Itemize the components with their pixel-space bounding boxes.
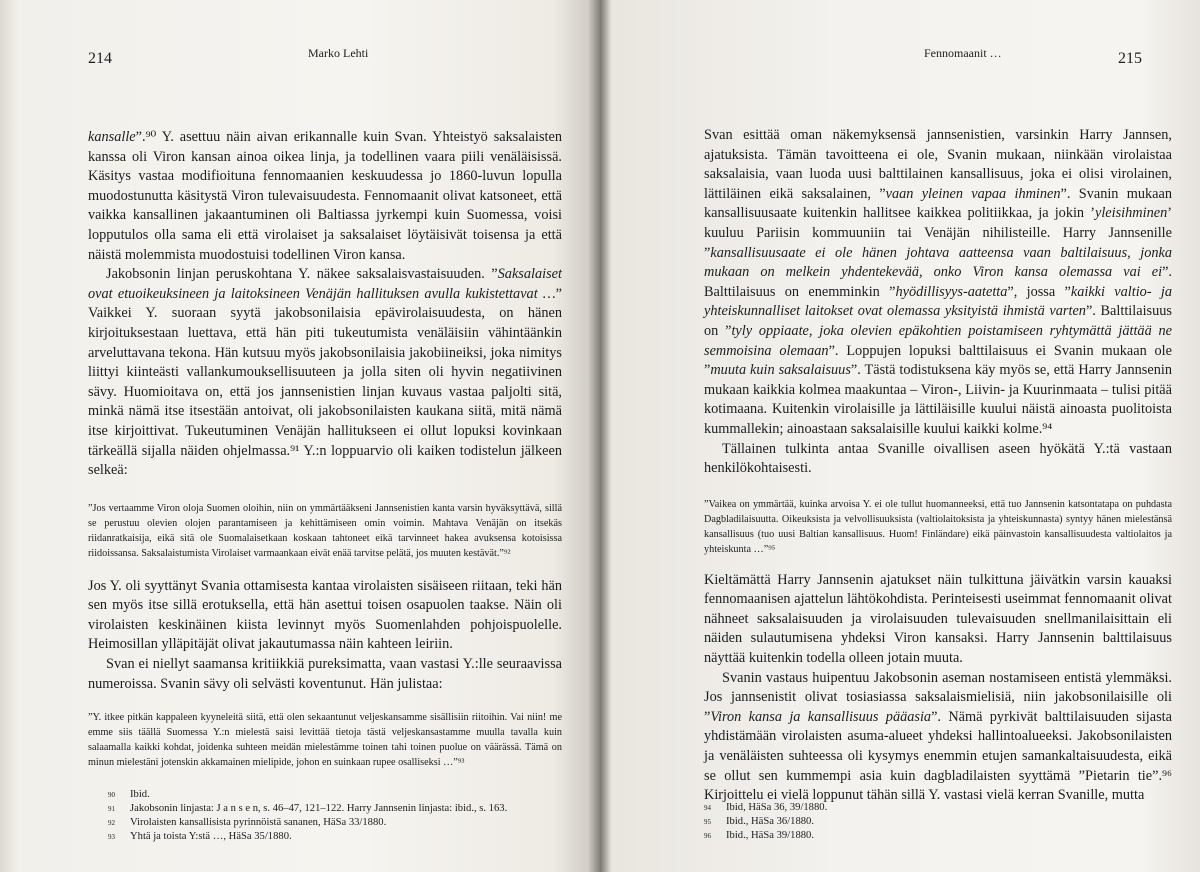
italic-quote: Saksalaiset ovat etuoikeuksineen ja laitoksineen Venäjän hallituksen avulla kukistettavat … bbox=[88, 266, 562, 302]
right-running-title: Fennomaanit … bbox=[924, 46, 1002, 60]
italic-phrase: vaan yleinen vapaa ihminen bbox=[885, 185, 1061, 202]
italic-phrase: Viron kansa ja kansallisuus pääasia bbox=[710, 708, 932, 725]
left-paragraph-2 bbox=[88, 265, 562, 481]
footnote-number: 93 bbox=[108, 833, 115, 841]
footnote bbox=[108, 802, 507, 816]
paragraph-text: ’ kuuluu Pariisin kommuuniin tai Venäjän nihilisteille. Harry Jannsenille ” bbox=[704, 205, 1172, 261]
footnote bbox=[704, 829, 827, 843]
footnote bbox=[108, 830, 507, 844]
paragraph-text: Svan esittää oman näkemyksensä jannsenistien, varsinkin Harry Jannsen, ajatuksista. Tämän tavoitteena ei ole, Svanin mukaan, niinkään virolaistaa saksalaisia, vaan luoda uusi balttilainen kansallisuus, joka ei olisi virolainen, lättiläinen eikä saksalainen, ” bbox=[704, 127, 1172, 202]
right-paragraph-2: Tällainen tulkinta antaa Svanille oivallisen aseen hyökätä Y.:tä vastaan henkilökohtaisesti. bbox=[704, 440, 1172, 477]
footnote-text: Yhtä ja toista Y:stä …, HäSa 35/1880. bbox=[130, 831, 292, 842]
paragraph-text: Svanin vastaus huipentuu Jakobsonin aseman nostamiseen entistä ylemmäksi. Jos jannsenistit olivat tosiasiassa saksalaismielisiä, niin jakobsonilaisille oli ” bbox=[704, 669, 1172, 725]
footnote-number: 96 bbox=[704, 832, 711, 840]
footnote bbox=[108, 816, 507, 830]
footnote-number: 91 bbox=[108, 805, 115, 813]
right-paragraph-4 bbox=[704, 669, 1172, 806]
footnote-text: Ibid., HäSa 39/1880. bbox=[726, 830, 814, 841]
italic-phrase: kaikki valtio- ja yhteiskunnalliset laitokset ovat olemassa yksityistä ihmistä varten bbox=[704, 283, 1172, 320]
paragraph-text: ”.⁹⁰ Y. asettuu näin aivan erikannalle kuin Svan. Yhteistyö saksalaisten kanssa oli Viron kansan ainoa oikea linja, ja todellinen vaara piili venäläisissä. Käsitys vastaa modifioituna fennomaanien keskuudessa jo 1860-luvun lopulla muodostunutta käsitystä Viron tulevaisuudesta. Fennomaanit olivat katsoneet, että vaikka kansallinen jakaantuminen oli Baltiassa jyrkempi kuin Suomessa, voisi lopputulos olla sama eli että virolaiset ja saksalaiset löytäisivät toisensa ja että näistä molemmista muodostuisi todellinen Viron kansa. bbox=[88, 129, 562, 263]
left-footnotes bbox=[108, 788, 507, 844]
paragraph-text: ”. Nämä pyrkivät balttilaisuuden sijasta yhdistämään virolaisten asuma-alueet yhdeksi hallintoalueeksi. Jakobsonilaisten ja venäläisten suhteessa oli kysymys enemmin etujen samankaltaisuudesta, eikä se ollut sen kummempi asia kuin dagbladilaisten syyttämä ”Pietarin tie”.⁹⁶ Kirjoittelu ei vielä loppunut tähän sillä Y. vastasi vielä kerran Svanille, mutta bbox=[704, 708, 1172, 804]
right-paragraph-1 bbox=[704, 126, 1172, 440]
footnote-text: Ibid. bbox=[130, 789, 150, 800]
italic-phrase: tyly oppiaate, joka olevien epäkohtien poistamiseen ryhtymättä jättää ne semmoisina olemaan bbox=[704, 322, 1173, 359]
footnote bbox=[704, 801, 827, 815]
italic-phrase: kansallisuusaate ei ole hänen johtava aatteensa vaan baltilaisuus, jonka mukaan on melkein yhdentekevää, onko Viron kansa olemassa vai ei bbox=[704, 244, 1172, 281]
block-quote-92: ”Jos vertaamme Viron oloja Suomen oloihin, niin on ymmärtääkseni Jannsenistien kanta varsin hyväksyttävä, sillä se perustuu olevien olojen parantamiseen ja kehittämiseen omin voimin. Mahtava Venäjän on itsekäs riidanratkaisija, eikä sitä ole Suomalaisetkaan koskaan tahtoneet eikä tarvinneet hakea avuksensa kotoisissa riidoissansa. Saksalaistumista Virolaiset varmaankaan eivät enää tarvitse pelätä, jos muuten kestävät.”⁹² bbox=[88, 502, 562, 559]
right-footnotes bbox=[704, 801, 827, 843]
paragraph-text: ”, jossa ” bbox=[1007, 283, 1071, 300]
footnote bbox=[108, 788, 507, 802]
left-page-number: 214 bbox=[88, 50, 112, 67]
paragraph-text: ” Vaikkei Y. suoraan syytä jakobsonilaisia epävirolaisuudesta, on hänen kirjoituksestaan luettava, että hän piti tukeutumista venäläisiin vähintäänkin arveluttavana tekona. Hän kutsuu myös jakobsonilaisia jakobiineiksi, joka nimitys liittyi kiinteästi vallankumouksellisuuteen ja jolla siten oli hyvin negatiivinen sävy. Huomioitava on, että jos jannsenistien linjan kuvaus vastaa paljolti sitä, minkä nämä itse itsestään antoivat, oli jakobsonilaisten kaukana siitä, mitä nämä itse kirjoittivat. Tukeutuminen Venäjän hallitukseen ei ollut lopuksi kovinkaan tärkeällä sijalla näiden ohjelmassa.⁹¹ Y.:n loppuarvio oli kaiken todistelun jälkeen selkeä: bbox=[88, 285, 562, 479]
footnote-number: 92 bbox=[108, 819, 115, 827]
footnote-text: Jakobsonin linjasta: J a n s e n, s. 46–47, 121–122. Harry Jannsenin linjasta: ibid., s. 163. bbox=[130, 803, 508, 814]
left-running-head bbox=[88, 40, 562, 70]
right-body-text bbox=[704, 126, 1172, 806]
paragraph-text: ”. Tästä todistuksena käy myös se, että Harry Jannsenin mukaan kaikkia kolmea maakuntaa – Viron-, Liivin- ja Kuurinmaata – tulisi pitää kotimaana. Kuitenkin virolaisille ja lättiläisille kuului näistä ainoasta puolitoista kummallekin; ainoastaan saksalaisille kuului kaikki kolme.⁹⁴ bbox=[704, 362, 1172, 437]
left-body-text bbox=[88, 128, 562, 770]
right-paragraph-3: Kieltämättä Harry Jannsenin ajatukset näin tulkittuna jäivätkin varsin kauaksi fennomaanisen ajattelun lähtökohdista. Perinteisesti useimmat fennomaanit olivat nähneet saksalaisuuden ja virolaisuuden tulevaisuuden snellmanilaisittain eli näiden sulautumisena yhdeksi Viron kansaksi. Harry Jannsenin balttilaisuus näyttää kuitenkin todella olleen jotain muuta. bbox=[704, 571, 1172, 667]
left-paragraph-4: Svan ei niellyt saamansa kritiikkiä pureksimatta, vaan vastasi Y.:lle seuraavissa numeroissa. Svanin sävy oli selvästi koventunut. Hän julistaa: bbox=[88, 656, 562, 692]
block-quote-93: ”Y. itkee pitkän kappaleen kyyneleitä siitä, että olen sekaantunut veljeskansamme sisällisiin riitoihin. Vai niin! me emme siis täällä Suomessa Y.:n mielestä saisi levittää tietoja tästä veljeskansastamme muulla tavalla kuin salaamalla kaikki kohdat, joidenka suhteen meidän mielestämme toinen tahi toinen puolue on väärässä. Tämä on minun mielestäni jotenskin akkamainen mielipide, johon en suinkaan rupee osalliseksi …”⁹³ bbox=[88, 712, 562, 769]
italic-phrase: yleisihminen bbox=[1094, 205, 1168, 222]
right-running-head bbox=[704, 40, 1172, 70]
left-paragraph-3: Jos Y. oli syyttänyt Svania ottamisesta kantaa virolaisten sisäiseen riitaan, teki hän sen myös itse sillä erotuksella, että hän asettui toisen osapuolen taakse. Näin oli virolaisten keskinäinen kiista levinnyt myös Suomenlahden pohjoispuolelle. Heimosillan ylläpitäjät olivat jakautumassa näin kahteen leiriin. bbox=[88, 577, 562, 653]
paragraph-text: Jakobsonin linjan peruskohtana Y. näkee saksalaisvastaisuuden. ” bbox=[106, 266, 498, 283]
footnote-text: Ibid, HäSa 36, 39/1880. bbox=[726, 802, 828, 813]
footnote-text: Virolaisten kansallisista pyrinnöistä sananen, HäSa 33/1880. bbox=[130, 817, 387, 828]
italic-phrase: muuta kuin saksalaisuus bbox=[710, 362, 851, 379]
italic-phrase: kansalle bbox=[88, 129, 136, 145]
italic-phrase: hyödillisyys-aatetta bbox=[895, 283, 1008, 300]
paragraph-text: ”. Svanin mukaan kansallisuusaate kuitenkin hallitsee kaikkea politiikkaa, ja jokin ’ bbox=[704, 185, 1172, 222]
footnote-text: Ibid., HäSa 36/1880. bbox=[726, 816, 814, 827]
footnote bbox=[704, 815, 827, 829]
left-running-title: Marko Lehti bbox=[308, 46, 369, 60]
right-page-number: 215 bbox=[1118, 50, 1142, 67]
right-page bbox=[600, 0, 1200, 872]
paragraph-text: ”. Loppujen lopuksi balttilaisuus ei Svanin mukaan ole ” bbox=[704, 342, 1173, 379]
left-paragraph-1 bbox=[88, 128, 562, 265]
footnote-number: 95 bbox=[704, 818, 711, 826]
paragraph-text: ”. Balttilaisuus on ” bbox=[704, 303, 1172, 339]
block-quote-95: ”Vaikea on ymmärtää, kuinka arvoisa Y. ei ole tullut huomanneeksi, että tuo Jannsenin katsontatapa on puhdasta Dagbladilaisuutta. Oikeuksista ja velvollisuuksista (valtiolaitoksista ja yhteiskunnasta) syntyy hänen mielestänsä kansallisuus (tuo uusi Baltian kansallisuus. Huom! Finländare) eikä päinvastoin kansallisuudesta valtiolaitos ja yhteiskunta …”⁹⁵ bbox=[704, 498, 1172, 555]
paragraph-text: ”. Balttilaisuus on enemminkin ” bbox=[704, 264, 1172, 300]
footnote-number: 90 bbox=[108, 791, 115, 799]
footnote-number: 94 bbox=[704, 804, 711, 812]
